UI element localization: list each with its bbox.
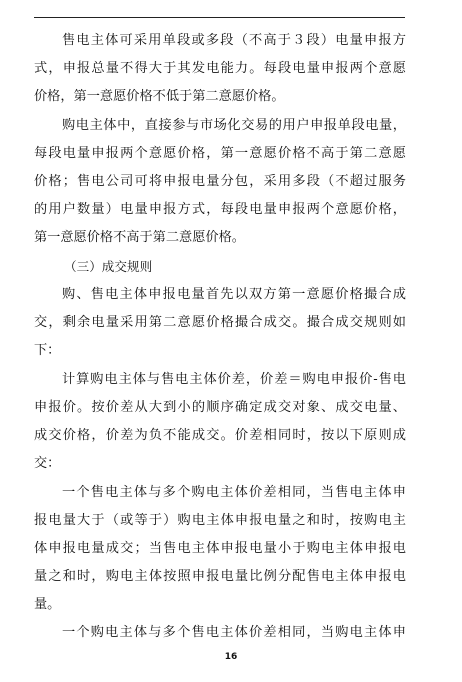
paragraph-line: 购、售电主体申报电量首先以双方第一意愿价格撮合成 <box>62 287 406 302</box>
paragraph-line: 每段电量申报两个意愿价格，第一意愿价格不高于第二意愿 <box>34 146 406 161</box>
header-rule <box>34 17 405 18</box>
paragraph-line: 一个购电主体与多个售电主体价差相同，当购电主体申 <box>62 625 406 640</box>
paragraph-line: 购电主体中，直接参与市场化交易的用户申报单段电量， <box>62 118 406 133</box>
paragraph-line: 计算购电主体与售电主体价差，价差＝购电申报价-售电 <box>62 372 406 387</box>
paragraph-line: 的用户数量）电量申报方式，每段电量申报两个意愿价格， <box>34 202 406 217</box>
paragraph-line: 报电量大于（或等于）购电主体申报电量之和时，按购电主 <box>34 513 406 528</box>
section-heading: （三）成交规则 <box>64 259 153 274</box>
paragraph-line: 量。 <box>34 597 61 612</box>
paragraph-line: 价格；售电公司可将申报电量分包，采用多段（不超过服务 <box>34 174 406 189</box>
paragraph-line: 成交价格，价差为负不能成交。价差相同时，按以下原则成 <box>34 428 406 443</box>
paragraph-line: 售电主体可采用单段或多段（不高于３段）电量申报方 <box>62 33 406 48</box>
paragraph-line: 交，剩余电量采用第二意愿价格撮合成交。撮合成交规则如 <box>34 315 406 330</box>
paragraph-line: 交： <box>34 456 61 471</box>
page-number: 16 <box>224 652 238 662</box>
paragraph-line: 量之和时，购电主体按照申报电量比例分配售电主体申报电 <box>34 569 406 584</box>
paragraph-line: 体申报电量成交；当售电主体申报电量小于购电主体申报电 <box>34 541 406 556</box>
paragraph-line: 下： <box>34 343 61 358</box>
paragraph-line: 价格，第一意愿价格不低于第二意愿价格。 <box>34 89 285 104</box>
paragraph-line: 第一意愿价格不高于第二意愿价格。 <box>34 230 245 245</box>
paragraph-line: 一个售电主体与多个购电主体价差相同，当售电主体申 <box>62 485 406 500</box>
paragraph-line: 申报价。按价差从大到小的顺序确定成交对象、成交电量、 <box>34 400 406 415</box>
paragraph-line: 式，申报总量不得大于其发电能力。每段电量申报两个意愿 <box>34 61 406 76</box>
